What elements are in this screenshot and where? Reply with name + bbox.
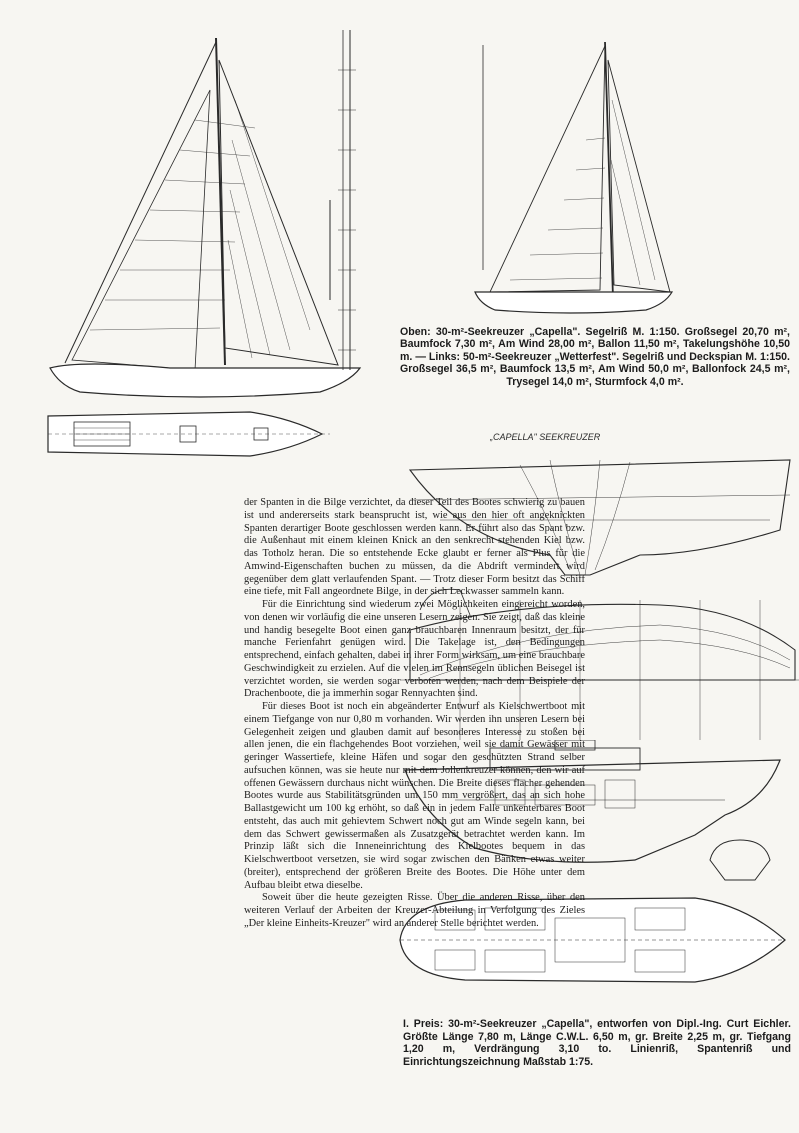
paragraph-2: Für die Einrichtung sind wiederum zwei Möglichkeiten eingereicht worden, von denen wir vorläufig die eine unseren Lesern zeigen. Sie zeigt, daß das kleine und handig besegelte Boot einen ganz brauchbaren Innenraum besitzt, der für manche Ferienfahrt genügen wird. Die Takelage ist, den Bedingungen entsprechend, einfach gehalten, dabei in ihrer Form wirksam, um eine brauchbare Geschwindigkeit zu erzielen. Auf die vielen im Rennsegeln üblichen Beisegel ist verzichtet worden, sie werden sogar verboten werden, nach dem Beispiele der Drachenboote, die ja immerhin sogar Rennyachten sind. xyxy=(244,599,585,700)
sail-plan-wetterfest xyxy=(20,30,380,400)
paragraph-3: Für dieses Boot ist noch ein abgeänderter Entwurf als Kielschwertboot mit einem Tiefgange von nur 0,80 m vorhanden. Wir werden ihn unseren Lesern bei Gelegenheit zeigen und glauben damit auf besonderes Interesse zu stoßen bei allen jenen, die ein flachgehendes Boot vorziehen, weil sie damit Gewässer mit geringer Wassertiefe, kleine Häfen und sogar den geschützten Strand selber aufsuchen können, was sie heute nur mit dem Jollenkreuzer können, den wir auf offenen Gewässern durchaus nicht wünschen. Die Breite dieses flacher gehenden Bootes wurde aus Stabilitätsgründen um 150 mm vergrößert, das an sich hohe Ballastgewicht um 100 kg erhöht, so daß ein in jedem Falle unkenterbares Boot entsteht, das auch mit gehievtem Schwert noch gut am Winde segeln kann, bei dem das Schwert gewissermaßen als Zusatzgerät betrachtet werden kann. Im Prinzip läßt sich die Inneneinrichtung des Kielbootes bequem in das Kielschwertboot versetzen, sie wird sogar zwischen den Bänken etwas weiter (breiter), entsprechend der größeren Breite des Bootes. Die Höhe unter dem Aufbau bleibt etwa dieselbe. xyxy=(244,701,585,891)
paragraph-4: Soweit über die heute gezeigten Risse. Über die anderen Risse, über den weiteren Verlauf der Arbeiten der Kreuzer-Abteilung in Verfolgung des Zieles „Der kleine Einheits-Kreuzer" wird an anderer Stelle berichtet werden. xyxy=(244,892,585,929)
sail-plan-capella xyxy=(450,40,700,322)
paragraph-1: der Spanten in die Bilge verzichtet, da dieser Teil des Bootes schwierig zu bauen ist und andererseits stark beansprucht ist, wie aus den hier oft angeknickten Spanten derartiger Boote geschlossen werden kann. Er führt also das Spant bzw. die Außenhaut mit einem kleinen Knick an den senkrecht stehenden Kiel bzw. das Totholz heran. Die so entstehende Ecke glaubt er ferner als Plus für die Amwind-Eigenschaften buchen zu müssen, da die Abdrift vermindert wird gegenüber dem glatt verlaufenden Spant. — Trotz dieser Form besitzt das Schiff eine tiefe, mit Fall angeordnete Bilge, in der sich Leckwasser sammeln kann. xyxy=(244,497,585,598)
deck-plan-wetterfest xyxy=(40,402,340,464)
lines-plan-title: „CAPELLA" SEEKREUZER xyxy=(490,432,601,442)
caption-prize: I. Preis: 30-m²-Seekreuzer „Capella", entworfen von Dipl.-Ing. Curt Eichler. Größte Länge 7,80 m, Länge C.W.L. 6,50 m, gr. Breite 2,25 m, gr. Tiefgang 1,20 m, Verdrängung 3,10 to. Linienriß, Spantenriß und Einrichtungszeichnung Maßstab 1:75. xyxy=(403,1018,791,1068)
article-body xyxy=(244,497,585,931)
caption-sail-plans: Oben: 30-m²-Seekreuzer „Capella". Segelriß M. 1:150. Großsegel 20,70 m², Baumfock 7,30 m², Am Wind 28,00 m², Ballon 11,50 m², Takelungshöhe 10,50 m. — Links: 50-m²-Seekreuzer „Wetterfest". Segelriß und Deckspian M. 1:150. Großsegel 36,5 m², Baumfock 13,5 m², Am Wind 50,0 m², Ballonfock 24,5 m², Trysegel 14,0 m², Sturmfock 4,0 m². xyxy=(400,326,790,388)
